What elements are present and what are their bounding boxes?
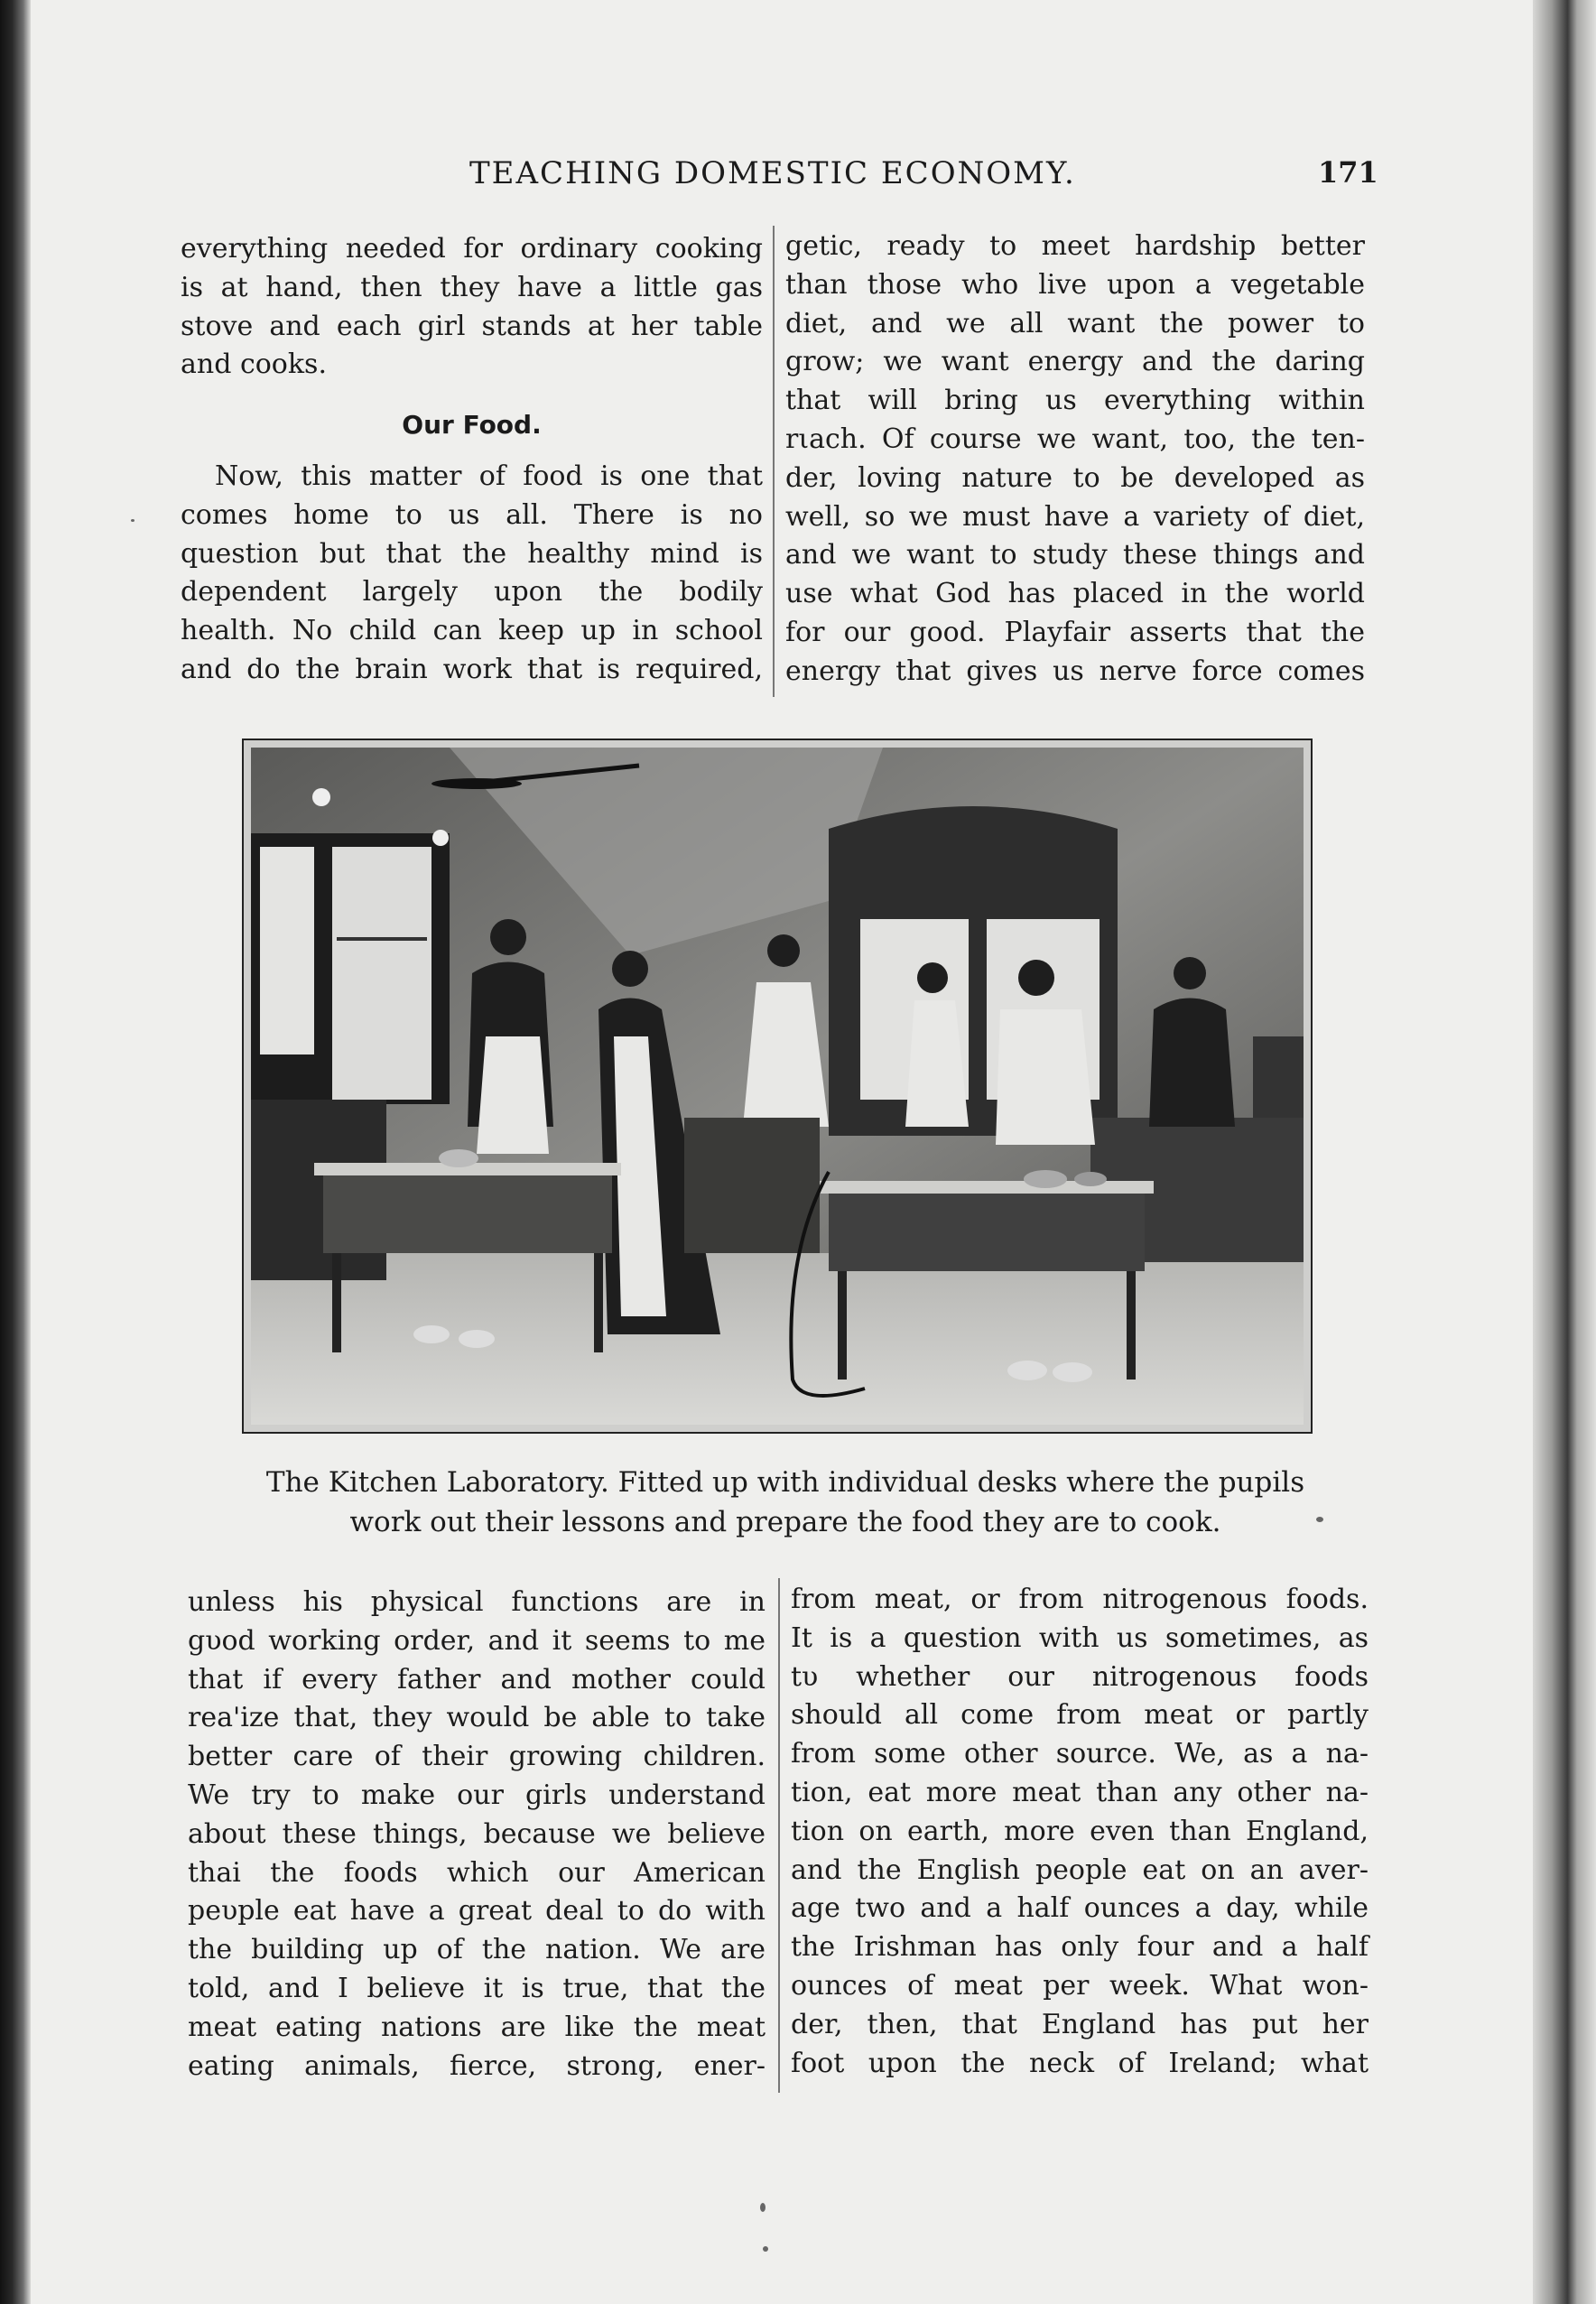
book-binding-edge [0,0,31,2304]
text-line: stove and each girl stands at her table [181,310,763,342]
text-line: thai the foods which our American [188,1856,766,1889]
text-line: and do the brain work that is required, [181,653,763,685]
text-line: rea'ize that, they would be able to take [188,1702,766,1734]
text-line: age two and a half ounces a day, while [791,1892,1369,1925]
text-line: tion on earth, more even than England, [791,1815,1369,1847]
text-line: diet, and we all want the power to [785,307,1365,339]
text-line: ounces of meat per week. What won- [791,1969,1369,2002]
text-line: and cooks. [181,348,327,381]
text-line: from some other source. We, as a na- [791,1738,1369,1770]
scan-speck [131,519,135,522]
text-line: meat eating nations are like the meat [188,2011,766,2043]
text-line: der, then, that England has put her [791,2008,1369,2040]
caption-line: The Kitchen Laboratory. Fitted up with individual desks where the pupils [265,1466,1305,1499]
kitchen-laboratory-illustration [251,748,1304,1425]
text-line: We try to make our girls understand [188,1779,766,1811]
text-line: rιach. Of course we want, too, the ten- [785,423,1365,455]
text-line: question but that the healthy mind is [181,537,763,570]
text-line: dependent largely upon the bodily [181,576,763,609]
text-line: and the English people eat on an aver- [791,1853,1369,1886]
text-line: use what God has placed in the world [785,578,1365,610]
text-line: Now, this matter of food is one that [215,460,763,492]
column-divider [773,226,775,697]
text-line: It is a question with us sometimes, as [791,1621,1369,1654]
text-line: than those who live upon a vegetable [785,268,1365,301]
caption-line: work out their lessons and prepare the food they are to cook. [349,1506,1221,1538]
text-line: should all come from meat or partly [791,1699,1369,1732]
text-line: is at hand, then they have a little gas [181,271,763,303]
text-line: eating animals, fierce, strong, ener- [188,2049,766,2082]
text-line: about these things, because we believe [188,1817,766,1850]
text-line: peυple eat have a great deal to do with [188,1895,766,1928]
text-line: the Irishman has only four and a half [791,1931,1369,1964]
text-line: health. No child can keep up in school [181,615,763,647]
text-line: foot upon the neck of Ireland; what [791,2047,1369,2079]
text-line: getic, ready to meet hardship better [785,230,1365,262]
kitchen-laboratory-photo [242,739,1313,1434]
text-line: unless his physical functions are in [188,1586,766,1618]
text-line: the building up of the nation. We are [188,1934,766,1966]
text-line: tion, eat more meat than any other na- [791,1776,1369,1808]
text-line: energy that gives us nerve force comes [785,655,1365,687]
running-title: TEACHING DOMESTIC ECONOMY. [469,155,1076,191]
text-line: from meat, or from nitrogenous foods. [791,1584,1369,1615]
text-line: comes home to us all. There is no [181,498,763,531]
text-line: gυod working order, and it seems to me [188,1624,766,1657]
bottom-right-column [791,1581,1369,2083]
text-line: that if every father and mother could [188,1663,766,1695]
top-left-column [181,230,763,690]
text-line: well, so we must have a variety of diet, [785,500,1365,533]
text-line: everything needed for ordinary cooking [181,233,763,265]
text-line: told, and I believe it is true, that the [188,1972,766,2004]
page-number: 171 [1318,155,1378,190]
text-line: that will bring us everything within [785,385,1365,417]
scan-speck [760,2203,766,2212]
scan-speck [763,2246,768,2252]
text-line: better care of their growing children. [188,1741,766,1773]
section-heading: Our Food. [402,410,542,441]
text-line: grow; we want energy and the daring [785,346,1365,378]
text-line: and we want to study these things and [785,539,1365,571]
page-gutter-shadow [1533,0,1596,2304]
scan-speck [1316,1517,1323,1522]
bottom-left-column [188,1584,766,2086]
top-right-column [785,228,1365,692]
text-line: for our good. Playfair asserts that the [785,616,1365,648]
text-line: der, loving nature to be developed as [785,461,1365,494]
column-divider [778,1578,780,2093]
figure-caption [162,1463,1408,1542]
text-line: tυ whether our nitrogenous foods [791,1660,1369,1693]
